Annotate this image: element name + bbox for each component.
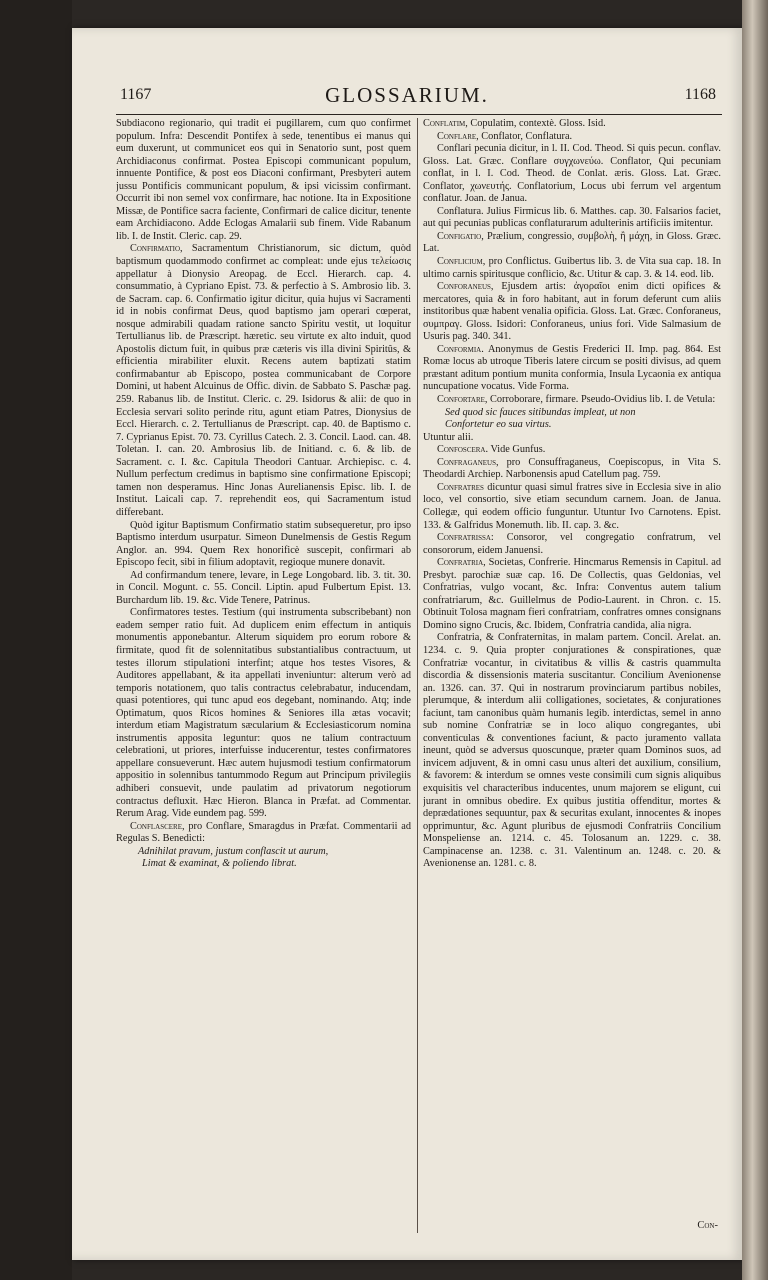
- paragraph: [423, 394, 721, 407]
- paragraph: [423, 532, 721, 557]
- paragraph: [116, 858, 411, 871]
- paragraph: [423, 457, 721, 482]
- entry-headword: Conforaneus,: [437, 281, 494, 293]
- scan-background-left: [0, 0, 72, 1280]
- paragraph: [423, 206, 721, 231]
- entry-headword: Confratrissa:: [437, 532, 494, 544]
- entry-text: dicuntur quasi simul fratres sive in Ecclesia sive in alio loco, vel consortio, sive etiam secundum carnem. Joan. de Janua. Collegæ, qui eodem officio funguntur. Utuntur Ivo Carnotens. Epist. 133. & Galfridus Monemuth. lib. II. cap. 3. &c.: [423, 481, 721, 531]
- paragraph: [116, 846, 411, 859]
- paragraph: [423, 281, 721, 344]
- paragraph: [116, 118, 411, 243]
- entry-text: Conflari pecunia dicitur, in l. II. Cod. Theod. Si quis pecun. conflav. Gloss. Lat. Græc. Conflare συγχωνεύω. Conflator, Qui pecuniam conflat, in l. I. Cod. Theod. de Conlat. æris. Gloss. Lat. Græc. Conflator, χωνευτής. Conflatorium, Locus ubi ferrum vel argentum conflatur. Joan. de Janua.: [423, 143, 721, 205]
- entry-text: Prælium, congressio, συμβολὴ, ἢ μάχη, in Gloss. Græc. Lat.: [423, 230, 721, 255]
- left-text-column: [116, 118, 411, 1238]
- entry-headword: Confratres: [437, 481, 484, 493]
- paragraph: [423, 231, 721, 256]
- entry-headword: Conflicium,: [437, 256, 486, 268]
- header-rule: [116, 114, 722, 115]
- entry-headword: Conformia.: [437, 343, 484, 355]
- entry-text: Societas, Confrerie. Hincmarus Remensis in Capitul. ad Presbyt. parochiæ suæ cap. 16. De Collectis, quas Geldonias, vel Confratrias, vulgo vocant, &c. Infra: Conventus autem talium confratriarum, &c. Guillelmus de Podio-Laurent. in Chron. c. 15. Obtinuit Tolosa magnam fieri confratriam, confratres omnes consignans Domino signo Crucis, &c. Ibidem, Confratria candida, alia nigra.: [423, 557, 721, 631]
- paragraph: [423, 131, 721, 144]
- entry-text: Copulatim, contextè. Gloss. Isid.: [467, 118, 606, 129]
- entry-headword: Confortare,: [437, 394, 488, 406]
- entry-headword: Confratria,: [437, 557, 486, 569]
- entry-text: Utuntur alii.: [423, 431, 474, 443]
- book-page: [72, 28, 742, 1260]
- paragraph: [423, 118, 721, 131]
- paragraph: [423, 256, 721, 281]
- entry-text: Conflatura. Julius Firmicus lib. 6. Matthes. cap. 30. Falsarios faciet, aut qui pecunias publicas conflaturarum adulterinis artificiis imitentur.: [423, 205, 721, 230]
- column-divider: [417, 118, 418, 1233]
- paragraph: [423, 444, 721, 457]
- paragraph: [423, 632, 721, 870]
- paragraph: [116, 243, 411, 519]
- entry-headword: Confoscera.: [437, 444, 489, 456]
- entry-headword: Confirmatio,: [130, 243, 183, 255]
- entry-text: Subdiacono regionario, qui tradit ei pugillarem, cum quo confirmet populum. Infra: Descendit Pontifex à sede, tenentibus ei manus qui eum duxerunt, ut communicet eos qui in Senatorio sunt, post quem Archidiaconus confirmat. Postea Episcopi communicant populum, innuente Pontifice, & post eos Diaconi confirmant, Presbyteri autem jussu Pontificis communicant populum, & ipsi vicissim confirmant. Occurrit ibi non semel vox confirmare, hac notione. Ita in Expositione Missæ, de Pontifice sacra faciente, Confirmari de calice dicitur, tenente eam Archidiacono. Adde Eclogas Amalarii sub finem. Vide Rabanum lib. I. de Instit. Cleric. cap. 29.: [116, 118, 411, 242]
- entry-headword: Confraganeus,: [437, 456, 499, 468]
- entry-text: Ejusdem artis: ἀγοραῖοι enim dicti opifices & mercatores, quia & in foro habitant, aut in forum deferunt cum aliis institoribus quæ habent venalia opificia. Gloss. Lat. Græc. Conforaneus, συμπραγ. Gloss. Isidori: Conforaneus, unius fori. Vide Salmasium de Usuris pag. 340. 341.: [423, 281, 721, 343]
- entry-text: pro Conflare, Smaragdus in Præfat. Commentarii ad Regulas S. Benedicti:: [116, 820, 411, 845]
- paragraph: [423, 143, 721, 206]
- page-number-right: 1168: [684, 86, 716, 103]
- entry-text: Conflator, Conflatura.: [478, 130, 573, 142]
- paragraph: [423, 557, 721, 632]
- book-fore-edge: [742, 0, 768, 1280]
- paragraph: [116, 520, 411, 570]
- paragraph: [423, 344, 721, 394]
- entry-text: Sed quod sic fauces sitibundas impleat, ut non: [445, 406, 636, 418]
- entry-text: Corroborare, firmare. Pseudo-Ovidius lib. I. de Vetula:: [487, 394, 716, 406]
- entry-headword: Conflatim,: [423, 118, 468, 129]
- entry-text: Confortetur eo sua virtus.: [445, 419, 552, 431]
- entry-headword: Configatio,: [437, 230, 484, 242]
- paragraph: [423, 432, 721, 445]
- entry-text: Quòd igitur Baptismum Confirmatio statim subsequeretur, pro ipso Baptismo interdum usurpatur. Simeon Dunelmensis de Gestis Regum Anglor. an. 994. Quem Rex honorificè suscepit, confirmari ab Episcopo fecit, sibi in filium adoptavit, regioque munere donavit.: [116, 519, 411, 569]
- entry-text: Confirmatores testes. Testium (qui instrumenta subscribebant) non eadem semper ratio fuit. Ad duplicem enim effectum in antiquis monumentis apponebantur. Alterum siquidem pro eorum robore & firmitate, quod fit de solennitatibus substantialibus contractuum, ut testes illorum stipulationi interfint; atque hos testes Visores, & Auditores appellabant, & ita appellati inveniuntur: alterum verò ad temporis notationem, quo talis contractus celebrabatur, inducendam, quasi potentiores, qui tunc apud eos degebant, nominando. Atq; inde Optimatum, quos Ricos homines & Seniores illa ætas vocavit; interdum etiam Magistratum sæcularium & Ecclesiasticorum nomina instrumentis apposita leguntur: quos ne talium contractuum celebrationi, ut priores, interfuisse inducerentur, testes confirmatores appellare consueverunt. Hæc autem hujusmodi testium confirmatorum appositio in solennibus tantummodo Regum aut Principum privilegiis adhiberi consuevit, unde paulatim ad privatorum negotiorum contractus defluxit. Hæc Hieron. Blanca in Præfat. ad Commentar. Rerum Arag. Vide eundem pag. 599.: [116, 607, 411, 820]
- entry-headword: Conflare,: [437, 130, 479, 142]
- entry-text: Limat & examinat, & poliendo librat.: [142, 858, 297, 870]
- catchword: Con-: [697, 1220, 718, 1231]
- page-number-left: 1167: [120, 86, 152, 103]
- entry-text: pro Consuffraganeus, Coepiscopus, in Vita S. Theodardi Archiep. Narbonensis apud Catellum pag. 759.: [423, 456, 721, 481]
- entry-text: Ad confirmandum tenere, levare, in Lege Longobard. lib. 3. tit. 30. in Concil. Mogunt. c. 55. Concil. Liptin. apud Fulbertum Epist. 13. Burchardum lib. 19. &c. Vide Tenere, Patrinus.: [116, 569, 411, 606]
- entry-text: Adnihilat pravum, justum conflascit ut aurum,: [138, 845, 329, 857]
- entry-headword: Conflascere,: [130, 820, 185, 832]
- entry-text: Confratria, & Confraternitas, in malam partem. Concil. Arelat. an. 1234. c. 9. Quia propter conjurationes & conspirationes, quæ Confratriæ vocantur, in civitatibus & villis & castris quammulta discordia & dissensionis materia suscitantur. Concilium Avenionense an. 1326. can. 37. Qui in nostrarum provinciarum partibus nobiles, plerumque, & interdum alii colligationes, societates, & conjurationes faciunt, tam canonibus quàm humanis legib. interdictas, semel in anno sub nomine Confratriæ se in loco aliquo congregantes, ubi conventiculas & conventiones faciunt, & pacto juramento vallata ineunt, quòd se adversus quoscunque, præter quam Dominos suos, ad invicem adjuvent, & in omni casu unus alteri det auxilium, consilium, & favorem: & interdum se omnes veste consimili cum signis aliquibus exquisitis vel characteribus inducentes, unum majorem se eligunt, cui jurant in omnibus obedire. Ex quibus justitia offenditur, mortes & deprædationes sequuntur, pax & securitas exulant, innocentes & inopes opprimuntur, &c. Agunt pluribus de ejusmodi Confratriis Concilium Monspeliense an. 1214. c. 45. Tolosanum an. 1229. c. 38. Campinacense an. 1238. c. 31. Valentinum an. 1248. c. 20. & Avenionense an. 1281. c. 8.: [423, 632, 721, 870]
- paragraph: [423, 419, 721, 432]
- entry-text: pro Conflictus. Guibertus lib. 3. de Vita sua cap. 18. In ultimo carnis spiritusque conflicio, &c. Utitur & cap. 3. & 14. eod. lib.: [423, 256, 721, 280]
- right-text-column: [423, 118, 721, 1238]
- entry-text: Sacramentum Christianorum, sic dictum, quòd baptismum quodammodo confirmet ac compleat: unde ejus τελείωσις appellatur à Dionysio Areopag. de Eccl. Hierarch. cap. 4. consummatio, à Cypriano Epist. 73. & perfectio à S. Ambrosio lib. 3. de Sacram. cap. 6. Confirmatio igitur dicitur, quia hujus vi Sacramenti id in nobis confirmat Deus, quod baptismo jam operari cœperat, nosque admirabili quadam ratione sancto Spiritu vestit, ut loquitur Tertullianus lib. de Præscript. hæretic. seu virtute ex alto induit, quod Apostolis dictum fuit, in quibus præ cæteris vis illa divini Spiritûs, & efficientia mirabiliter eluxit. Recens autem baptizati statim confirmabantur ab Episcopo, postea communicabant de Corpore Domini, ut habent Alcuinus de Offic. divin. de Sabbato S. Paschæ pag. 259. Rabanus lib. de Institut. Cleric. c. 29. Isidorus & alii: de quo in Ecclesia servari solito perinde ritu, agunt etiam Patres, Dionysius de Eccl. Hierarch. c. 2. Tertullianus de Præscript. cap. 40. de Baptismo c. 7. Cyprianus Epist. 70. 73. Cyrillus Catech. 2. 3. Concil. Laod. can. 48. Toletan. I. can. 20. Ambrosius lib. de Initiand. c. 6. & lib. de Sacrament. c. I. &c. Capitula Theodori Cantuar. Archiepisc. c. 4. Nullum perfectum credimus in baptismo sine confirmatione Episcopi; tamen non desperamus. Hinc Jonas Aurelianensis Episc. lib. I. de Institut. Laicali cap. 7. reprehendit eos, qui Sacramentum istud differebant.: [116, 243, 411, 518]
- entry-text: Consoror, vel congregatio confratrum, vel consororum, eidem Januensi.: [423, 532, 721, 556]
- paragraph: [423, 407, 721, 420]
- paragraph: [116, 570, 411, 608]
- paragraph: [116, 821, 411, 846]
- entry-text: Anonymus de Gestis Frederici II. Imp. pag. 864. Est Romæ locus ab utroque Tiberis latere circum se positi divisus, ad quem præstant aditum pontium munita conformia, Insula Lycaonia ex antiqua nuncupatione vocatus. Vide Forma.: [423, 343, 721, 393]
- paragraph: [116, 607, 411, 820]
- running-title: GLOSSARIUM.: [325, 83, 489, 107]
- page-header: [72, 83, 742, 110]
- paragraph: [423, 482, 721, 532]
- entry-text: Vide Gunfus.: [488, 444, 546, 456]
